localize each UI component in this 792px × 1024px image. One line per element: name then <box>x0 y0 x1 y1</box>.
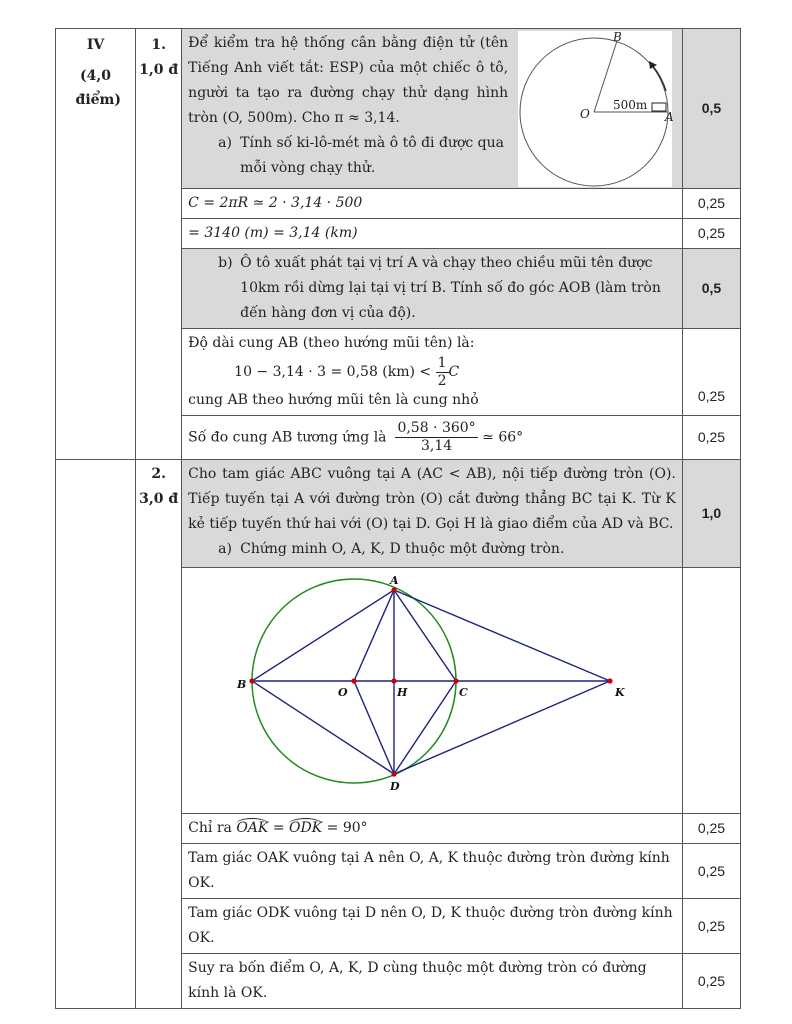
car-icon <box>652 103 666 111</box>
geometry-figure <box>182 568 682 804</box>
label-C: C <box>459 686 468 699</box>
answer-table <box>55 28 741 1009</box>
segment-DO <box>354 681 394 774</box>
point-B <box>250 678 255 683</box>
q2-step1-cell <box>182 814 683 844</box>
q2-part-a-score: 1,0 <box>682 460 740 568</box>
q2-figure-score-cell <box>682 568 740 814</box>
q2-step1-arc1: OAK <box>236 820 269 836</box>
q2-step1-lead: Chỉ ra <box>188 820 232 836</box>
q1-part-b-label: b) <box>218 255 233 271</box>
q2-intro-cell <box>182 460 683 568</box>
segment-AB <box>252 590 394 681</box>
q2-step2-score: 0,25 <box>682 844 740 899</box>
q1-part-a-label: a) <box>218 135 232 151</box>
q2-figure-cell <box>182 568 683 814</box>
segment-DB <box>252 681 394 774</box>
q1-step4-frac-den: 3,14 <box>420 438 453 454</box>
q1-step2: = 3140 (m) = 3,14 (km) <box>182 219 683 249</box>
label-B: B <box>237 678 247 691</box>
q1-step1-score: 0,25 <box>682 189 740 219</box>
label-A: A <box>390 574 399 587</box>
segment-DK <box>394 681 610 774</box>
q1-step3-line2: 10 − 3,14 · 3 = 0,58 (km) < <box>234 363 432 380</box>
q2-step2: Tam giác OAK vuông tại A nên O, A, K thuộc đường tròn đường kính OK. <box>182 844 683 899</box>
q1-points: 1,0 đ <box>139 62 179 78</box>
q1-step4-before: Số đo cung AB tương ứng là <box>188 429 387 446</box>
q1-step2-score: 0,25 <box>682 219 740 249</box>
q1-part-a <box>188 131 508 181</box>
q1-step3-frac-after: C <box>448 363 460 380</box>
q2-part-a-text: Chứng minh O, A, K, D thuộc một đường tròn. <box>240 541 565 557</box>
q1-part-b-text: Ô tô xuất phát tại vị trí A và chạy theo chiều mũi tên được 10km rồi dừng lại tại vị trí B. Tính số đo góc AOB (làm tròn đến hàng đơn vị của độ). <box>240 255 661 321</box>
point-A <box>392 587 397 592</box>
section-cell-continued <box>56 460 136 1009</box>
q1-part-b <box>188 251 676 326</box>
q2-number: 2. <box>151 466 166 482</box>
q1-step3-score: 0,25 <box>682 329 740 416</box>
label-A: A <box>665 110 674 124</box>
q1-part-b-cell <box>182 249 683 329</box>
q1-step3-line3: cung AB theo hướng mũi tên là cung nhỏ <box>188 392 479 408</box>
label-O: O <box>580 107 591 121</box>
label-O: O <box>338 686 348 699</box>
label-H: H <box>397 686 408 699</box>
q2-number-cell <box>136 460 182 1009</box>
q1-intro-cell <box>182 29 683 189</box>
q1-number: 1. <box>151 37 166 53</box>
section-cell <box>56 29 136 460</box>
point-K <box>608 678 613 683</box>
section-points: (4,0 điểm) <box>75 68 121 108</box>
q2-part-a-label: a) <box>218 541 232 557</box>
q1-number-cell <box>136 29 182 460</box>
q2-step3: Tam giác ODK vuông tại D nên O, D, K thuộc đường tròn đường kính OK. <box>182 899 683 954</box>
q1-step4-frac <box>395 420 477 455</box>
q1-step3-line2-row <box>188 356 676 388</box>
q2-step4-score: 0,25 <box>682 954 740 1009</box>
point-O <box>352 678 357 683</box>
segment-AK <box>394 590 610 681</box>
q2-step1-eq: = <box>272 820 285 836</box>
q1-part-a-text: Tính số ki-lô-mét mà ô tô đi được qua mỗi vòng chạy thử. <box>240 135 505 176</box>
q2-points: 3,0 đ <box>139 491 179 507</box>
q1-step3-cell <box>182 329 683 416</box>
q1-step4-score: 0,25 <box>682 416 740 460</box>
label-D: D <box>390 780 400 793</box>
section-label: IV <box>86 37 105 53</box>
q1-part-a-score: 0,5 <box>682 29 740 189</box>
point-H <box>392 678 397 683</box>
q1-part-b-score: 0,5 <box>682 249 740 329</box>
q2-step1-arc2: ODK <box>289 820 323 836</box>
q1-intro-block <box>188 31 508 181</box>
q1-intro-text: Để kiểm tra hệ thống cân bằng điện tử (tên Tiếng Anh viết tắt: ESP) của một chiếc ô tô, người ta tạo ra đường chạy thử dạng hình tròn (O, 500m). Cho π ≈ 3,14. <box>188 35 509 126</box>
q1-step4-frac-num: 0,58 · 360° <box>397 420 476 436</box>
segment-AO <box>354 590 394 681</box>
label-K: K <box>615 686 625 699</box>
q2-part-a <box>188 537 676 562</box>
q1-step1: C = 2πR ≃ 2 · 3,14 · 500 <box>182 189 683 219</box>
q1-step4-after: ≃ 66° <box>482 429 524 446</box>
q2-step1-score: 0,25 <box>682 814 740 844</box>
track-circle-figure <box>518 31 672 187</box>
q2-step3-score: 0,25 <box>682 899 740 954</box>
q1-step3-frac-den: 2 <box>437 372 447 389</box>
label-radius: 500m <box>613 98 648 112</box>
q1-step3-line1: Độ dài cung AB (theo hướng mũi tên) là: <box>188 335 475 351</box>
q1-step3-frac <box>436 355 449 390</box>
point-D <box>392 771 397 776</box>
q1-step4-cell <box>182 416 683 460</box>
label-B: B <box>613 30 622 44</box>
q2-step4: Suy ra bốn điểm O, A, K, D cùng thuộc một đường tròn có đường kính là OK. <box>182 954 683 1009</box>
q2-step1-tail: = 90° <box>326 820 368 836</box>
q1-step3-frac-num: 1 <box>437 354 447 371</box>
point-C <box>454 678 459 683</box>
q2-intro-text: Cho tam giác ABC vuông tại A (AC < AB), nội tiếp đường tròn (O). Tiếp tuyến tại A với đường tròn (O) cắt đường thẳng BC tại K. Từ K kẻ tiếp tuyến thứ hai với (O) tại D. Gọi H là giao điểm của AD và BC. <box>188 466 676 532</box>
